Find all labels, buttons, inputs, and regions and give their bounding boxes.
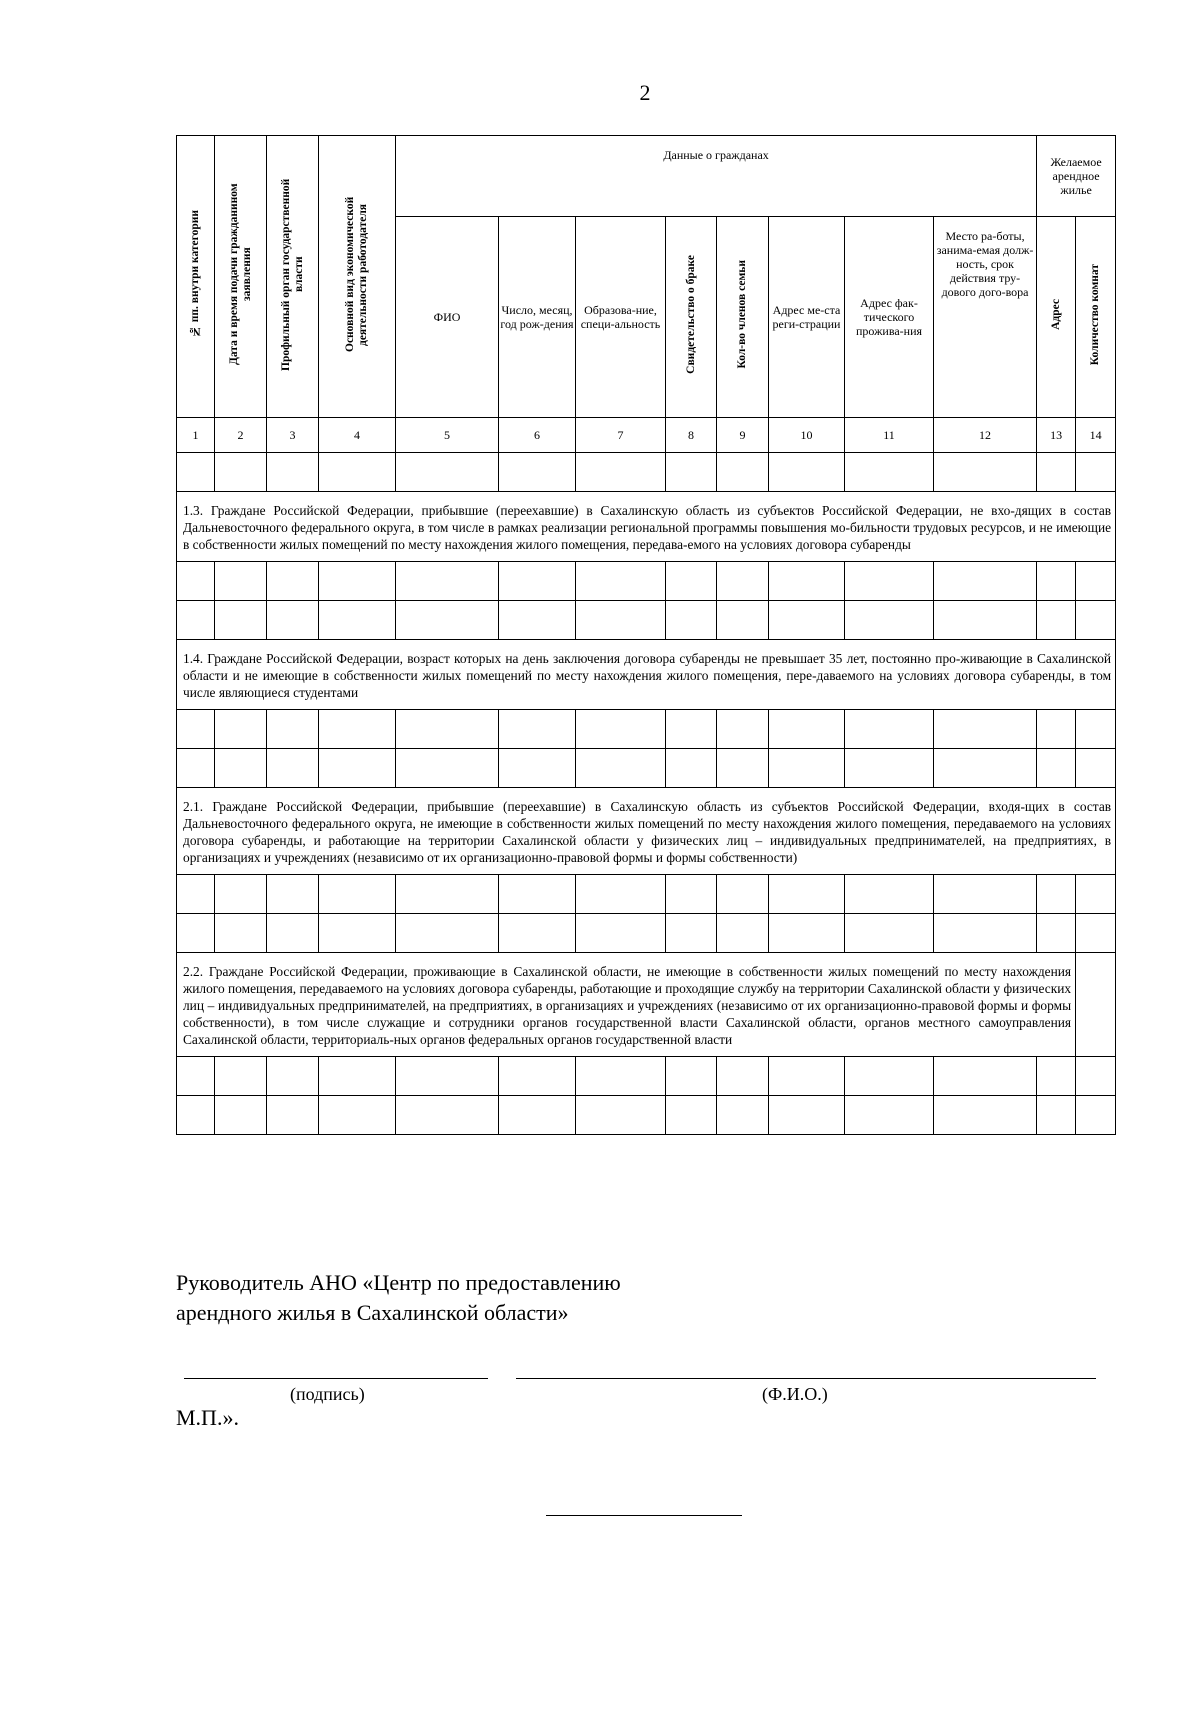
table-row <box>177 562 1116 601</box>
col-number: 3 <box>267 418 319 453</box>
closing-rule <box>546 1515 742 1516</box>
col-number: 14 <box>1076 418 1116 453</box>
table-row <box>177 875 1116 914</box>
signature-line <box>184 1378 488 1379</box>
col-number: 11 <box>845 418 934 453</box>
col-number: 7 <box>576 418 666 453</box>
col-header-5: ФИО <box>396 217 499 418</box>
signatory-title-line-2: арендного жилья в Сахалинской области» <box>176 1300 569 1325</box>
section-1-3: 1.3. Граждане Российской Федерации, прибывшие (переехавшие) в Сахалинскую область из субъектов Российской Федерации, не вхо-дящих в состав Дальневосточного федерального округа, в том числе в рамках реализации региональной программы повышения мо-бильности трудовых ресурсов, и не имеющие в собственности жилых помещений по месту нахождения жилого помещения, передава-емого на условиях договора субаренды <box>177 492 1116 562</box>
group-header-citizens: Данные о гражданах <box>396 136 1037 217</box>
col-header-12: Место ра-боты, занима-емая долж-ность, срок действия тру-дового дого-вора <box>934 217 1037 418</box>
table-row <box>177 749 1116 788</box>
table-row <box>177 1096 1116 1135</box>
section-row <box>177 788 1116 875</box>
col-number: 9 <box>717 418 769 453</box>
section-2-2: 2.2. Граждане Российской Федерации, проживающие в Сахалинской области, не имеющие в собственности жилых помещений по месту нахождения жилого помещения, передаваемого на условиях договора субаренды, работающие и проходящие службу на территории Сахалинской области у физических лиц – индивидуальных предпринимателей, на предприятиях, в организациях и учреждениях (независимо от их организационно-правовой формы и формы собственности), в том числе служащие и сотрудники органов государственной власти Сахалинской области, органов местного самоуправления Сахалинской области, территориаль-ных органов федеральных органов государственной власти <box>177 953 1076 1057</box>
col-number: 8 <box>666 418 717 453</box>
col-number: 13 <box>1037 418 1076 453</box>
col-header-7: Образова-ние, специ-альность <box>576 217 666 418</box>
page-number: 2 <box>639 80 651 105</box>
signatory-title <box>176 1268 621 1328</box>
name-caption: (Ф.И.О.) <box>762 1384 828 1404</box>
group-header-housing: Желаемое арендное жилье <box>1037 136 1116 217</box>
col-header-6: Число, месяц, год рож-дения <box>499 217 576 418</box>
col-number: 5 <box>396 418 499 453</box>
col-header-9: Кол-во членов семьи <box>717 217 769 418</box>
column-numbers-row <box>177 418 1116 453</box>
col-header-3: Профильный орган государственной власти <box>267 136 319 418</box>
col-header-10: Адрес ме-ста реги-страции <box>769 217 845 418</box>
header-row-top <box>177 136 1116 217</box>
section-row <box>177 640 1116 710</box>
col-header-14: Количество комнат <box>1076 217 1116 418</box>
section-1-4: 1.4. Граждане Российской Федерации, возраст которых на день заключения договора субаренды не превышает 35 лет, постоянно про-живающие в Сахалинской области и не имеющие в собственности жилых помещений по месту нахождения жилого помещения, пере-даваемого на условиях договора субаренды, в том числе являющиеся студентами <box>177 640 1116 710</box>
signatory-title-line-1: Руководитель АНО «Центр по предоставлению <box>176 1270 621 1295</box>
section-row <box>177 953 1116 1057</box>
col-number: 4 <box>319 418 396 453</box>
col-header-2: Дата и время подачи гражданином заявления <box>215 136 267 418</box>
table-row <box>177 453 1116 492</box>
col-header-13: Адрес <box>1037 217 1076 418</box>
col-number: 2 <box>215 418 267 453</box>
col-header-1: № пп. внутри категории <box>177 136 215 418</box>
col-header-4: Основной вид экономической деятельности работодателя <box>319 136 396 418</box>
col-number: 12 <box>934 418 1037 453</box>
name-line <box>516 1378 1096 1379</box>
section-2-1: 2.1. Граждане Российской Федерации, прибывшие (переехавшие) в Сахалинскую область из субъектов Российской Федерации, входя-щих в состав Дальневосточного федерального округа, не имеющие в собственности жилых помещений по месту нахождения жилого помещения, передаваемого на условиях договора субаренды, и работающие на территории Сахалинской области у физических лиц – индивидуальных предпринимателей, на предприятиях, в организациях и учреждениях (независимо от их организационно-правовой формы и формы собственности) <box>177 788 1116 875</box>
table-row <box>177 710 1116 749</box>
col-number: 1 <box>177 418 215 453</box>
registry-table <box>176 135 1116 1135</box>
table-row <box>177 601 1116 640</box>
signature-caption: (подпись) <box>290 1384 365 1404</box>
col-number: 10 <box>769 418 845 453</box>
col-number: 6 <box>499 418 576 453</box>
section-row <box>177 492 1116 562</box>
col-header-8: Свидетельство о браке <box>666 217 717 418</box>
table-row <box>177 1057 1116 1096</box>
stamp-place: М.П.». <box>176 1405 239 1430</box>
col-header-11: Адрес фак-тического прожива-ния <box>845 217 934 418</box>
table-row <box>177 914 1116 953</box>
